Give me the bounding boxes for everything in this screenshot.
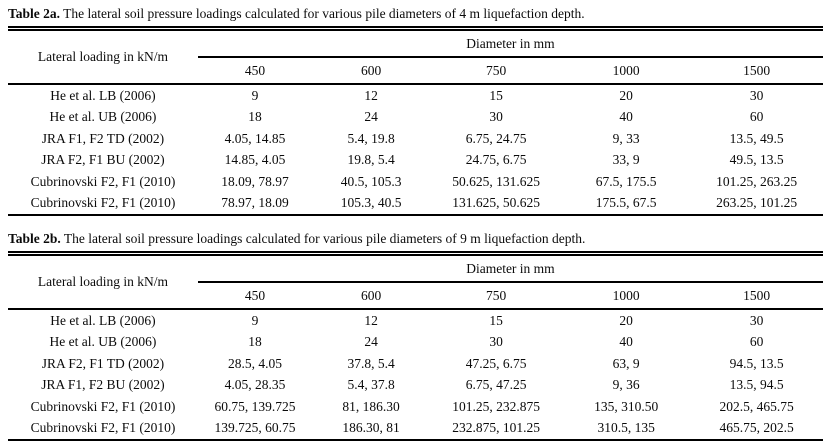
table-2a-caption-text: The lateral soil pressure loadings calculated for various pile diameters of 4 m liquefaction depth. [63, 6, 585, 21]
cell: 4.05, 14.85 [224, 130, 286, 146]
cell: 202.5, 465.75 [719, 398, 794, 414]
cell: 13.5, 94.5 [729, 377, 784, 393]
cell: 12 [364, 87, 378, 103]
cell: 131.625, 50.625 [452, 195, 541, 211]
column-header-1000: 1000 [562, 57, 690, 84]
cell: 19.8, 5.4 [347, 152, 395, 168]
column-header-1000: 1000 [562, 282, 690, 309]
cell: 5.4, 19.8 [347, 130, 395, 146]
cell: 40.5, 105.3 [340, 173, 402, 189]
pressure-table-4m [8, 26, 823, 216]
cell: 47.25, 6.75 [465, 355, 527, 371]
cell: 9, 33 [612, 130, 640, 146]
table-row [8, 332, 823, 354]
cell: 30 [749, 87, 764, 103]
row-label: Cubrinovski F2, F1 (2010) [30, 173, 176, 189]
cell: 310.5, 135 [597, 420, 655, 436]
cell: 175.5, 67.5 [595, 195, 657, 211]
table-2b-caption [8, 230, 823, 247]
cell: 60 [749, 109, 764, 125]
column-header-600: 600 [312, 282, 430, 309]
cell: 81, 186.30 [342, 398, 400, 414]
column-header-1500: 1500 [690, 282, 823, 309]
row-label: JRA F1, F2 TD (2002) [41, 130, 165, 146]
cell: 18.09, 78.97 [221, 173, 289, 189]
table-row [8, 107, 823, 129]
cell: 49.5, 13.5 [729, 152, 784, 168]
cell: 186.30, 81 [342, 420, 400, 436]
cell: 30 [749, 312, 764, 328]
table-row [8, 418, 823, 441]
cell: 101.25, 232.875 [452, 398, 541, 414]
cell: 63, 9 [612, 355, 640, 371]
cell: 465.75, 202.5 [719, 420, 794, 436]
cell: 5.4, 37.8 [347, 377, 395, 393]
column-group-title: Diameter in mm [198, 254, 823, 283]
table-2a-caption [8, 5, 823, 22]
row-label: JRA F1, F2 BU (2002) [41, 377, 165, 393]
table-2a-section [8, 5, 823, 216]
cell: 24 [364, 334, 378, 350]
cell: 263.25, 101.25 [716, 195, 798, 211]
table-2b-caption-label: Table 2b. [8, 231, 61, 246]
cell: 135, 310.50 [594, 398, 659, 414]
row-label: Cubrinovski F2, F1 (2010) [30, 398, 176, 414]
row-label: Cubrinovski F2, F1 (2010) [30, 195, 176, 211]
cell: 101.25, 263.25 [716, 173, 798, 189]
cell: 15 [489, 312, 503, 328]
row-label: Cubrinovski F2, F1 (2010) [30, 420, 176, 436]
cell: 60.75, 139.725 [214, 398, 296, 414]
cell: 40 [619, 334, 633, 350]
cell: 94.5, 13.5 [729, 355, 784, 371]
cell: 67.5, 175.5 [595, 173, 657, 189]
cell: 4.05, 28.35 [224, 377, 286, 393]
table-row [8, 309, 823, 332]
cell: 9 [251, 312, 259, 328]
table-row [8, 375, 823, 397]
cell: 37.8, 5.4 [347, 355, 395, 371]
cell: 18 [248, 334, 262, 350]
cell: 139.725, 60.75 [214, 420, 296, 436]
cell: 12 [364, 312, 378, 328]
cell: 6.75, 24.75 [465, 130, 527, 146]
column-group-title: Diameter in mm [198, 29, 823, 58]
row-label: JRA F2, F1 BU (2002) [41, 152, 165, 168]
table-2b-section [8, 230, 823, 441]
group-header-row [8, 29, 823, 58]
cell: 40 [619, 109, 633, 125]
cell: 20 [619, 87, 633, 103]
column-header-750: 750 [430, 282, 562, 309]
row-axis-title: Lateral loading in kN/m [8, 254, 198, 310]
cell: 24.75, 6.75 [465, 152, 527, 168]
cell: 24 [364, 109, 378, 125]
table-row [8, 396, 823, 418]
table-row [8, 84, 823, 107]
column-header-1500: 1500 [690, 57, 823, 84]
row-label: He et al. LB (2006) [50, 87, 156, 103]
column-header-600: 600 [312, 57, 430, 84]
cell: 30 [489, 334, 503, 350]
table-2b-caption-text: The lateral soil pressure loadings calculated for various pile diameters of 9 m liquefaction depth. [63, 231, 586, 246]
cell: 9 [251, 87, 259, 103]
table-row [8, 193, 823, 216]
cell: 14.85, 4.05 [224, 152, 286, 168]
cell: 232.875, 101.25 [452, 420, 541, 436]
row-label: He et al. UB (2006) [49, 109, 157, 125]
cell: 18 [248, 109, 262, 125]
cell: 105.3, 40.5 [340, 195, 402, 211]
cell: 28.5, 4.05 [227, 355, 282, 371]
cell: 50.625, 131.625 [452, 173, 541, 189]
table-2a-caption-label: Table 2a. [8, 6, 61, 21]
cell: 30 [489, 109, 503, 125]
cell: 20 [619, 312, 633, 328]
pressure-table-9m [8, 251, 823, 441]
column-header-450: 450 [198, 282, 312, 309]
row-label: He et al. LB (2006) [50, 312, 156, 328]
cell: 33, 9 [612, 152, 640, 168]
row-label: He et al. UB (2006) [49, 334, 157, 350]
table-row [8, 353, 823, 375]
column-header-450: 450 [198, 57, 312, 84]
cell: 6.75, 47.25 [465, 377, 527, 393]
table-row [8, 171, 823, 193]
table-row [8, 150, 823, 172]
cell: 9, 36 [612, 377, 640, 393]
cell: 15 [489, 87, 503, 103]
cell: 78.97, 18.09 [221, 195, 289, 211]
column-header-750: 750 [430, 57, 562, 84]
row-label: JRA F2, F1 TD (2002) [41, 355, 165, 371]
table-row [8, 128, 823, 150]
group-header-row [8, 254, 823, 283]
row-axis-title: Lateral loading in kN/m [8, 29, 198, 85]
cell: 13.5, 49.5 [729, 130, 784, 146]
cell: 60 [749, 334, 764, 350]
